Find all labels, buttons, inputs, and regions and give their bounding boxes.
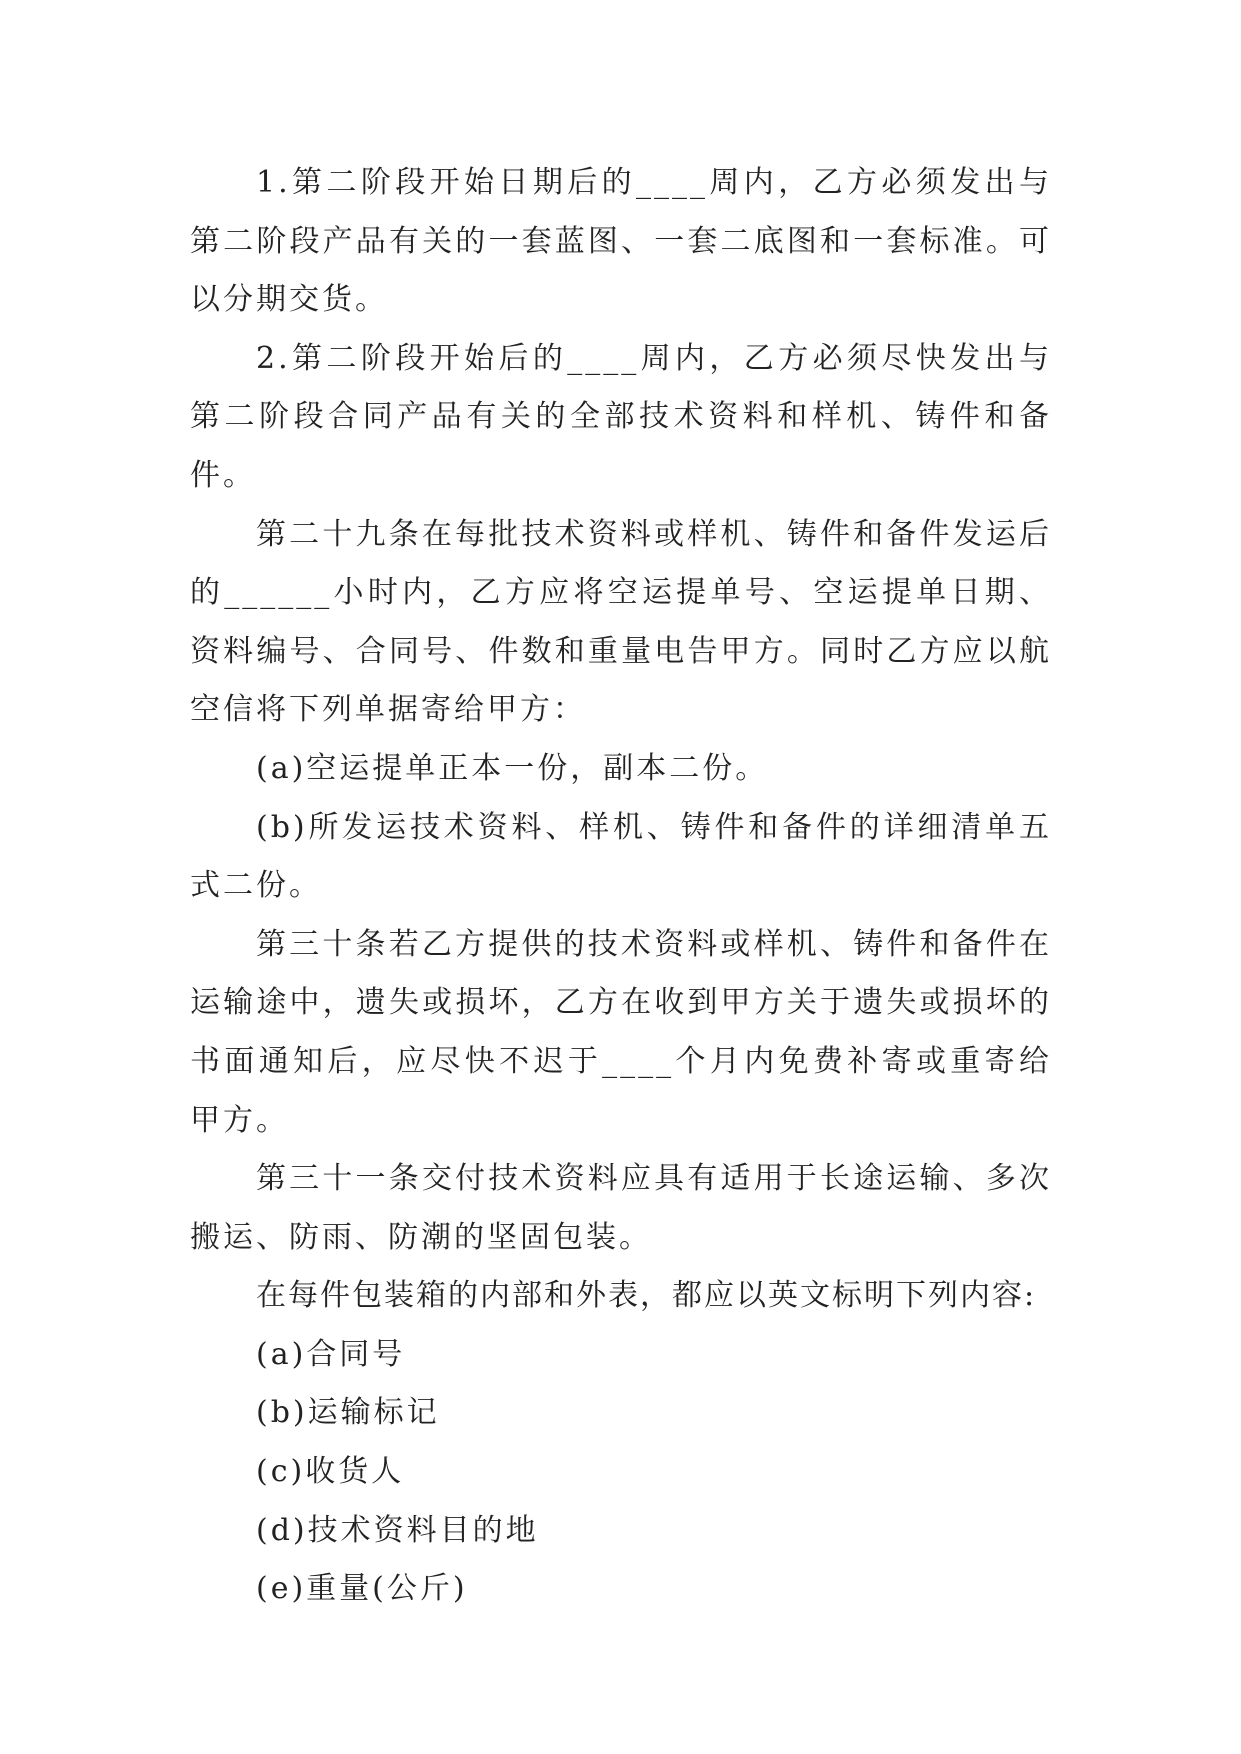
paragraph-article-29: 第二十九条在每批技术资料或样机、铸件和备件发运后的______小时内，乙方应将空运提单号、空运提单日期、资料编号、合同号、件数和重量电告甲方。同时乙方应以航空信将下列单据寄给甲方： [190,516,1052,728]
paragraph-packing-marks: 在每件包装箱的内部和外表，都应以英文标明下列内容: [256,1278,1037,1314]
document-body [190,154,1052,1619]
list-item-destination: (d)技术资料目的地 [256,1512,539,1548]
paragraph-article-31: 第三十一条交付技术资料应具有适用于长途运输、多次搬运、防雨、防潮的坚固包装。 [190,1161,1052,1255]
paragraph-stage2-start-date: 1.第二阶段开始日期后的____周内，乙方必须发出与第二阶段产品有关的一套蓝图、一套二底图和一套标准。可以分期交货。 [190,165,1052,318]
paragraph-article-30: 第三十条若乙方提供的技术资料或样机、铸件和备件在运输途中，遗失或损坏，乙方在收到甲方关于遗失或损坏的书面通知后，应尽快不迟于____个月内免费补寄或重寄给甲方。 [190,926,1052,1138]
list-item-consignee: (c)收货人 [256,1454,405,1490]
list-item-contract-number: (a)合同号 [256,1336,406,1372]
list-item-detailed-list: (b)所发运技术资料、样机、铸件和备件的详细清单五式二份。 [190,809,1052,904]
paragraph-stage2-start: 2.第二阶段开始后的____周内，乙方必须尽快发出与第二阶段合同产品有关的全部技术资料和样机、铸件和备件。 [190,340,1052,493]
list-item-shipping-mark: (b)运输标记 [256,1395,440,1431]
list-item-weight: (e)重量(公斤) [256,1571,468,1607]
list-item-air-waybill: (a)空运提单正本一份，副本二份。 [256,750,769,786]
